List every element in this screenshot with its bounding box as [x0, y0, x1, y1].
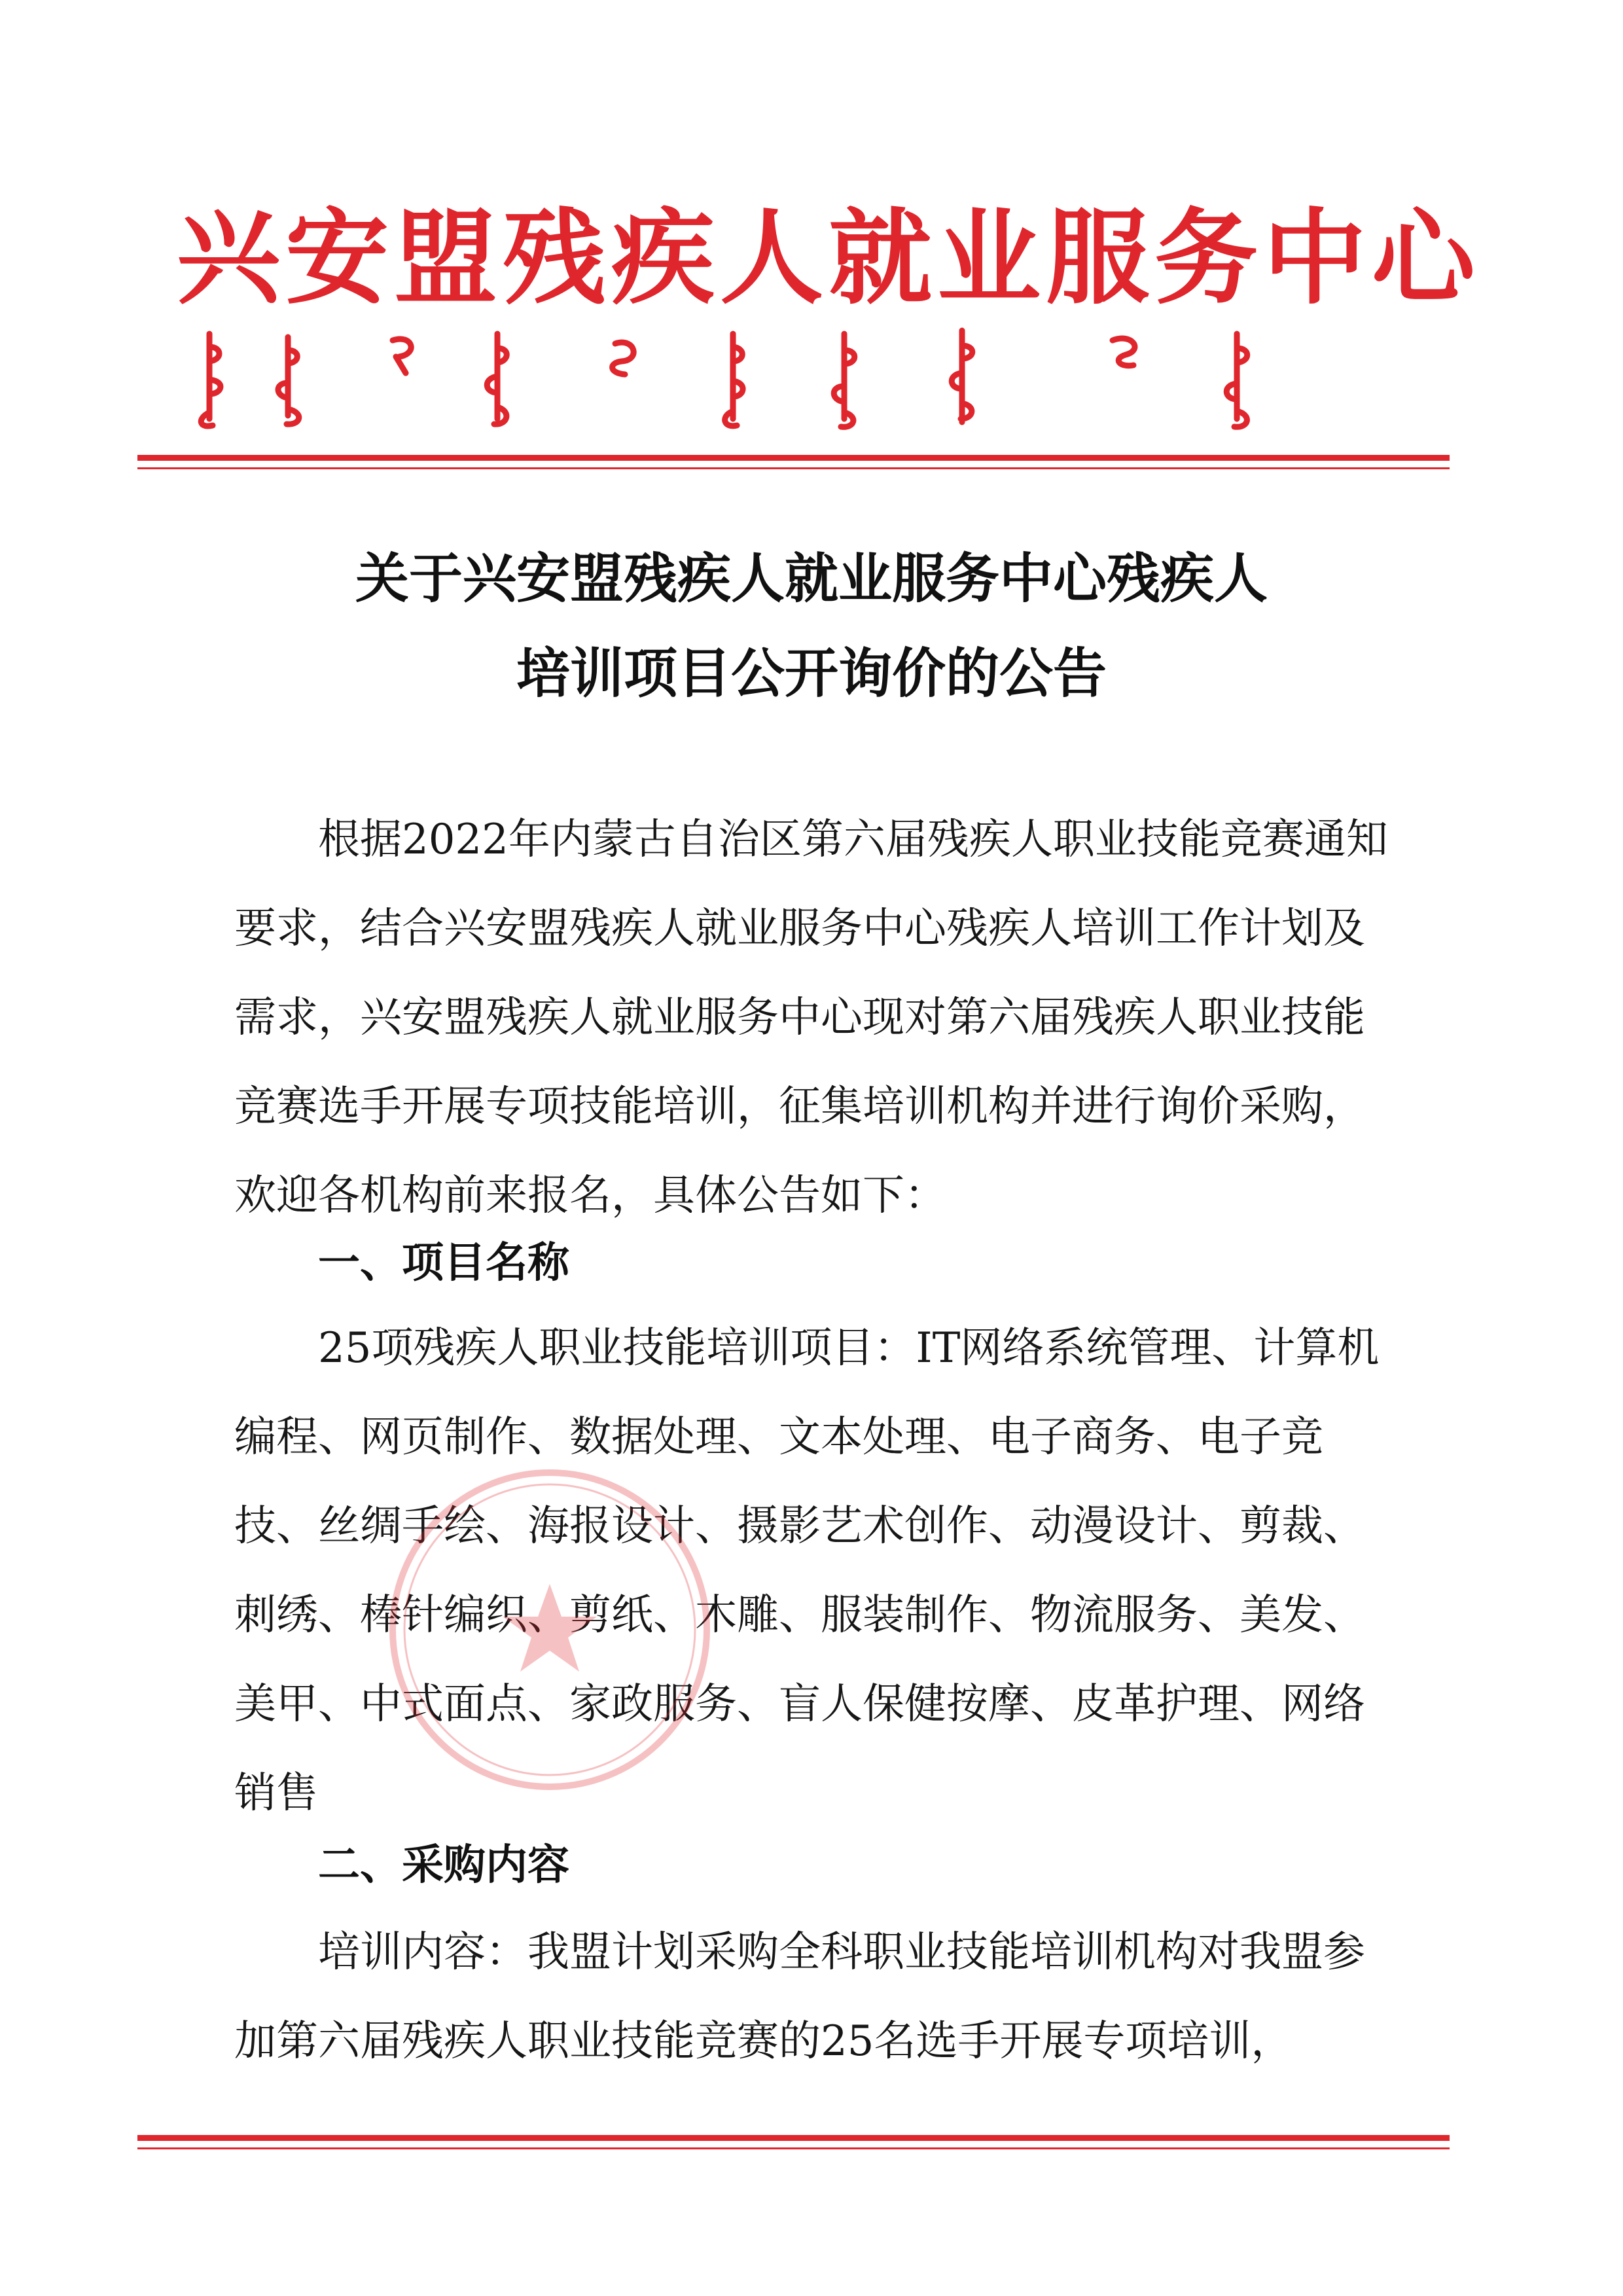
mongolian-script-graphic	[196, 321, 1400, 432]
notice-title-line1: 关于兴安盟残疾人就业服务中心残疾人	[355, 548, 1268, 610]
header-divider-thick	[137, 455, 1450, 461]
section2-paragraph-text: 培训内容：我盟计划采购全科职业技能培训机构对我盟参加第六届残疾人职业技能竞赛的25名选手开展专项培训，	[234, 1928, 1365, 2066]
mongolian-word	[952, 331, 972, 422]
mongolian-word	[1226, 334, 1247, 427]
intro-paragraph-text: 根据2022年内蒙古自治区第六届残疾人职业技能竞赛通知要求，结合兴安盟残疾人就业服务中心残疾人培训工作计划及需求，兴安盟残疾人就业服务中心现对第六届残疾人职业技能竞赛选手开展专项技能培训，征集培训机构并进行询价采购，欢迎各机构前来报名，具体公告如下：	[234, 816, 1388, 1220]
intro-paragraph	[234, 795, 1393, 1240]
notice-title-line2: 培训项目公开询价的公告	[516, 643, 1107, 705]
mongolian-word	[278, 337, 299, 424]
mongolian-word	[1113, 338, 1135, 366]
mongolian-word	[613, 342, 634, 374]
section1-heading: 一、项目名称	[318, 1239, 569, 1287]
mongolian-word	[834, 334, 855, 427]
mongolian-word	[725, 334, 743, 426]
letterhead-org-name: 兴安盟残疾人就业服务中心	[177, 198, 1480, 319]
mongolian-word	[201, 334, 221, 426]
mongolian-word	[393, 339, 411, 373]
mongolian-word	[487, 334, 507, 424]
footer-divider-thin	[137, 2147, 1450, 2149]
section1-paragraph	[234, 1304, 1393, 1838]
section2-paragraph	[234, 1908, 1393, 2086]
footer-divider-thick	[137, 2135, 1450, 2141]
section2-heading: 二、采购内容	[318, 1841, 569, 1890]
section1-paragraph-text: 25项残疾人职业技能培训项目：IT网络系统管理、计算机编程、网页制作、数据处理、文本处理、电子商务、电子竞技、丝绸手绘、海报设计、摄影艺术创作、动漫设计、剪裁、刺绣、棒针编织、剪纸、木雕、服装制作、物流服务、美发、美甲、中式面点、家政服务、盲人保健按摩、皮革护理、网络销售	[234, 1324, 1380, 1818]
header-divider-thin	[137, 467, 1450, 469]
